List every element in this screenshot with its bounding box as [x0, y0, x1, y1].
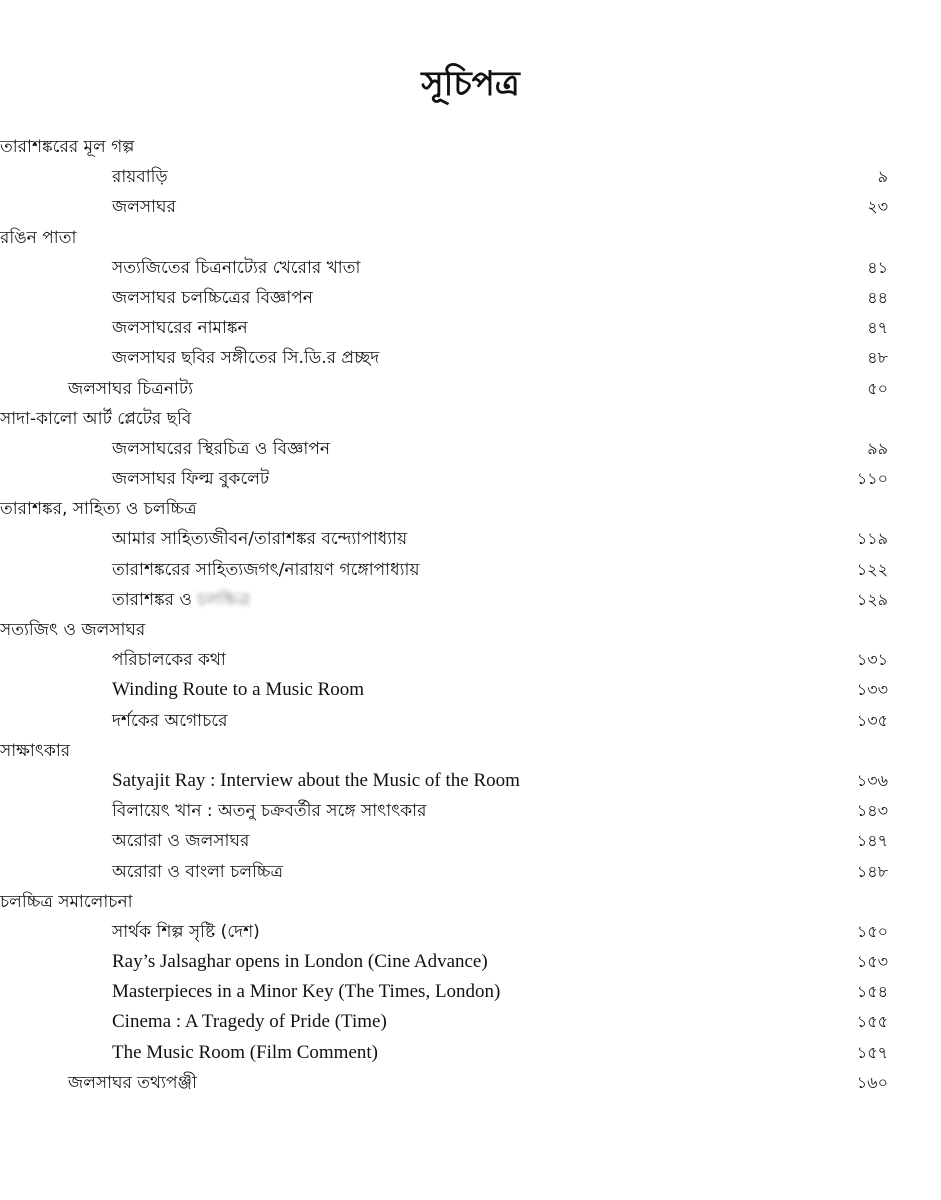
toc-entry-title: পরিচালকের কথা — [112, 650, 226, 671]
toc-entry — [0, 313, 941, 343]
toc-section-heading — [0, 615, 941, 645]
toc-page-number: ১৬০ — [856, 1072, 888, 1092]
toc-page-number: ১৫৭ — [856, 1042, 888, 1062]
toc-page-number: ১২২ — [856, 559, 888, 579]
toc-entry-title: সাক্ষাৎকার — [0, 740, 71, 761]
toc-entry — [0, 977, 941, 1007]
toc-entry-title: জলসাঘর চলচ্চিত্রের বিজ্ঞাপন — [112, 287, 313, 308]
toc-entry-title: অরোরা ও বাংলা চলচ্চিত্র — [112, 861, 283, 882]
toc-page-number: ৯৯ — [867, 438, 888, 458]
toc-page-number: ১৩১ — [856, 650, 888, 670]
toc-page-number: ১৪৩ — [856, 801, 888, 821]
toc-entry — [0, 253, 941, 283]
toc-page-number: ৫০ — [867, 378, 888, 398]
toc-entry — [0, 1068, 941, 1098]
toc-page-number: ৪৭ — [867, 318, 888, 338]
toc-entry-title: তারাশঙ্করের সাহিত্যজগৎ/নারায়ণ গঙ্গোপাধ্যায় — [112, 559, 420, 580]
toc-page-number: ১৫৩ — [856, 952, 888, 972]
toc-entry — [0, 796, 941, 826]
toc-entry-title: জলসাঘর তথ্যপঞ্জী — [68, 1072, 197, 1093]
toc-entry-title: রঙিন পাতা — [0, 227, 77, 248]
toc-page-number: ১২৯ — [856, 589, 888, 609]
toc-section-heading — [0, 494, 941, 524]
toc-entry-title: The Music Room (Film Comment) — [112, 1041, 378, 1063]
page-title: সূচিপত্র — [421, 64, 520, 104]
toc-entry — [0, 283, 941, 313]
toc-entry-title: জলসাঘর ছবির সঙ্গীতের সি.ডি.র প্রচ্ছদ — [112, 348, 380, 369]
toc-entry — [0, 1038, 941, 1068]
toc-page-number: ১৪৭ — [856, 831, 888, 851]
toc-section-heading — [0, 887, 941, 917]
toc-page-number: ১১৯ — [856, 529, 888, 549]
toc-entry-title: দর্শকের অগোচরে — [112, 710, 228, 731]
toc-page-number: ৪৪ — [867, 287, 888, 307]
toc-page-number: ৯ — [877, 167, 888, 187]
toc-entry-title: জলসাঘর চিত্রনাট্য — [68, 378, 194, 399]
toc-entry — [0, 585, 941, 615]
toc-page-number: ১৩৬ — [856, 770, 888, 790]
toc-entry-title: আমার সাহিত্যজীবন/তারাশঙ্কর বন্দ্যোপাধ্যায় — [112, 529, 408, 550]
toc-entry-title: জলসাঘর — [112, 197, 176, 218]
toc-entry-title: Cinema : A Tragedy of Pride (Time) — [112, 1011, 387, 1033]
obscured-text: চলচ্চিত্র — [191, 589, 251, 610]
toc-entry — [0, 464, 941, 494]
toc-entry — [0, 524, 941, 554]
toc-entry-title: অরোরা ও জলসাঘর — [112, 831, 250, 852]
toc-entry-title: তারাশঙ্কর, সাহিত্য ও চলচ্চিত্র — [0, 499, 197, 520]
toc-entry — [0, 343, 941, 373]
toc-entry — [0, 675, 941, 705]
toc-entry-title: সাদা-কালো আর্ট প্লেটের ছবি — [0, 408, 192, 429]
table-of-contents — [0, 132, 941, 1098]
toc-entry — [0, 645, 941, 675]
toc-entry — [0, 947, 941, 977]
toc-entry — [0, 857, 941, 887]
toc-entry — [0, 192, 941, 222]
toc-page-number: ১৪৮ — [856, 861, 888, 881]
toc-entry-title: Masterpieces in a Minor Key (The Times, London) — [112, 981, 501, 1003]
toc-entry-title: চলচ্চিত্র সমালোচনা — [0, 891, 133, 912]
toc-section-heading — [0, 223, 941, 253]
toc-entry-title: জলসাঘর ফিল্ম বুকলেট — [112, 469, 270, 490]
toc-entry-title: জলসাঘরের নামাঙ্কন — [112, 318, 248, 339]
toc-page-number: ৪১ — [867, 257, 888, 277]
toc-entry-title: জলসাঘরের স্থিরচিত্র ও বিজ্ঞাপন — [112, 438, 331, 459]
toc-entry-title: তারাশঙ্কর ও চলচ্চিত্র — [112, 589, 251, 610]
toc-entry — [0, 826, 941, 856]
toc-entry — [0, 1007, 941, 1037]
toc-entry-title: সত্যজিৎ ও জলসাঘর — [0, 620, 146, 640]
toc-page-number: ১৫৪ — [856, 982, 888, 1002]
toc-entry-title: Ray’s Jalsaghar opens in London (Cine Advance) — [112, 951, 488, 973]
toc-entry-title: বিলায়েৎ খান : অতনু চক্রবর্তীর সঙ্গে সাৎাৎকার — [112, 801, 427, 822]
toc-page-number: ১১০ — [856, 469, 888, 489]
toc-entry-title: Satyajit Ray : Interview about the Music of the Room — [112, 769, 520, 791]
toc-page-number: ১৫৫ — [856, 1012, 888, 1032]
toc-page-number: ২৩ — [867, 197, 888, 217]
toc-entry-title: তারাশঙ্করের মূল গল্প — [0, 137, 135, 157]
toc-page-number: ১৩৫ — [856, 710, 888, 730]
toc-section-heading — [0, 132, 941, 162]
toc-entry — [0, 766, 941, 796]
toc-page-number: ১৫০ — [856, 921, 888, 941]
toc-entry — [0, 706, 941, 736]
toc-section-heading — [0, 736, 941, 766]
toc-entry — [0, 917, 941, 947]
toc-section-heading — [0, 404, 941, 434]
toc-entry — [0, 374, 941, 404]
toc-entry — [0, 162, 941, 192]
toc-entry-title: সার্থক শিল্প সৃষ্টি (দেশ) — [112, 921, 260, 942]
toc-page-number: ১৩৩ — [856, 680, 888, 700]
toc-entry-title: Winding Route to a Music Room — [112, 679, 365, 701]
toc-entry-title: সত্যজিতের চিত্রনাট্যের খেরোর খাতা — [112, 257, 361, 278]
toc-entry-title: রায়বাড়ি — [112, 167, 168, 188]
toc-entry — [0, 555, 941, 585]
toc-entry — [0, 434, 941, 464]
toc-page-number: ৪৮ — [867, 348, 888, 368]
